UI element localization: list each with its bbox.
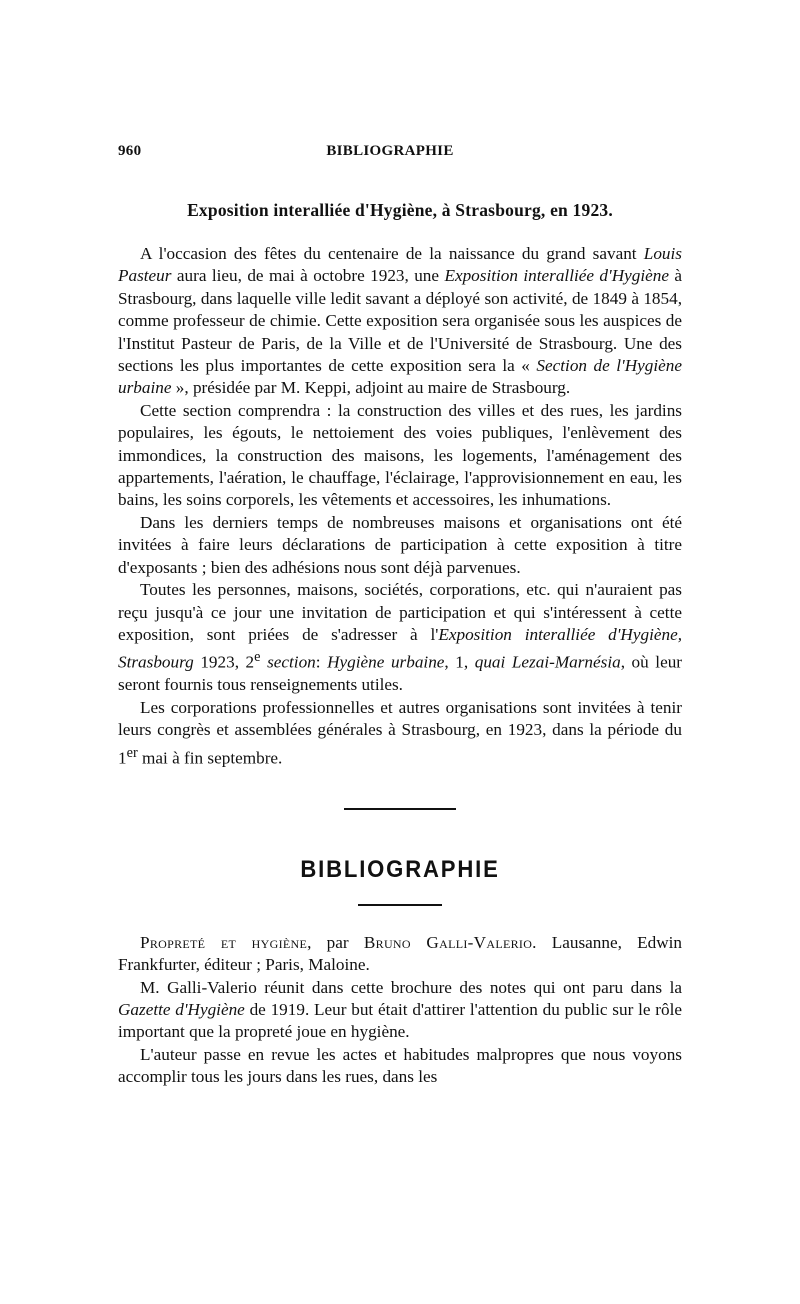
running-header bbox=[118, 143, 682, 167]
review-paragraph-1 bbox=[118, 932, 682, 977]
italic-text: Louis Pasteur bbox=[118, 244, 682, 286]
article-paragraph-3: Dans les derniers temps de nombreuses maisons et organisations ont été invitées à faire leurs déclarations de participation à cette exposition à titre d'exposants ; bien des adhésions nous sont déjà parvenues. bbox=[118, 512, 682, 577]
text: à Strasbourg, dans laquelle ville ledit savant a déployé son activité, de 1849 à 1854, comme professeur de chimie. Cette exposition sera organisée sous les auspices de l'Institut Pasteur de Paris, de la Ville et de l'Université de Strasbourg. Une des sections les plus importantes de cette exposition sera la « bbox=[118, 266, 683, 376]
text: , par bbox=[307, 932, 364, 952]
text: Toutes les personnes, maisons, sociétés, corporations, etc. qui n'auraient pas reçu jusqu'à ce jour une invitation de participation et qui s'intéressent à cette exposition, sont priées de s'adresser à l' bbox=[118, 580, 682, 644]
italic-text: quai Lezai-Marnésia bbox=[474, 653, 621, 673]
text: M. Galli-Valerio réunit dans cette brochure des notes qui ont paru dans la bbox=[140, 977, 682, 997]
article-paragraph-4 bbox=[118, 579, 682, 697]
book-title: Propreté et hygiène bbox=[140, 932, 308, 952]
text: : bbox=[315, 653, 328, 673]
superscript: e bbox=[254, 649, 261, 666]
italic-text: Section de l'Hygiène urbaine bbox=[118, 356, 682, 398]
divider-rule bbox=[358, 904, 442, 906]
review-paragraph-2 bbox=[118, 977, 682, 1044]
text: », présidée par M. Keppi, adjoint au maire de Strasbourg. bbox=[171, 378, 571, 398]
superscript: er bbox=[126, 744, 138, 761]
text: . Lausanne, Edwin Frankfurter, éditeur ; Paris, Maloine. bbox=[118, 932, 683, 975]
review-body bbox=[118, 932, 682, 1089]
review-paragraph-3: L'auteur passe en revue les actes et habitudes malpropres que nous voyons accomplir tous les jours dans les rues, dans les bbox=[118, 1044, 682, 1087]
article-body bbox=[118, 243, 682, 770]
text: , où leur seront fournis tous renseignements utiles. bbox=[118, 653, 683, 695]
running-title: BIBLIOGRAPHIE bbox=[326, 143, 454, 159]
divider-rule bbox=[344, 808, 456, 810]
page-number: 960 bbox=[118, 143, 142, 159]
page bbox=[118, 143, 682, 1089]
italic-text: Exposition interalliée d'Hygiène bbox=[444, 266, 669, 286]
article-title: Exposition interalliée d'Hygiène, à Strasbourg, en 1923. bbox=[187, 200, 613, 220]
text: Les corporations professionnelles et autres organisations sont invitées à tenir leurs congrès et assemblées générales à Strasbourg, en 1923, dans la période du 1 bbox=[118, 697, 682, 768]
italic-text: Exposition interalliée d'Hygiène, Strasbourg bbox=[118, 624, 682, 673]
article-paragraph-2: Cette section comprendra : la construction des villes et des rues, les jardins populaires, les égouts, le nettoiement des voies publiques, l'enlèvement des immondices, la construction des maisons, les logements, l'aménagement des appartements, l'aération, le chauffage, l'éclairage, l'approvisionnement en eau, les bains, les soins corporels, les vêtements et accessoires, les inhumations. bbox=[118, 400, 682, 510]
text: de 1919. Leur but était d'attirer l'attention du public sur le rôle important que la propreté joue en hygiène. bbox=[118, 1000, 682, 1042]
italic-text: section bbox=[260, 653, 316, 673]
text: 1923, 2 bbox=[193, 653, 255, 673]
text: aura lieu, de mai à octobre 1923, une bbox=[171, 266, 445, 286]
text: A l'occasion des fêtes du centenaire de la naissance du grand savant bbox=[140, 244, 644, 263]
article-paragraph-1 bbox=[118, 243, 682, 400]
text: mai à fin septembre. bbox=[137, 748, 283, 768]
italic-text: Hygiène urbaine bbox=[327, 653, 445, 673]
italic-text: Gazette d'Hygiène bbox=[118, 1000, 245, 1020]
article-paragraph-5 bbox=[118, 697, 682, 770]
section-heading: BIBLIOGRAPHIE bbox=[300, 855, 500, 883]
book-author: Bruno Galli-Valerio bbox=[363, 932, 533, 952]
text: , 1, bbox=[444, 653, 475, 673]
